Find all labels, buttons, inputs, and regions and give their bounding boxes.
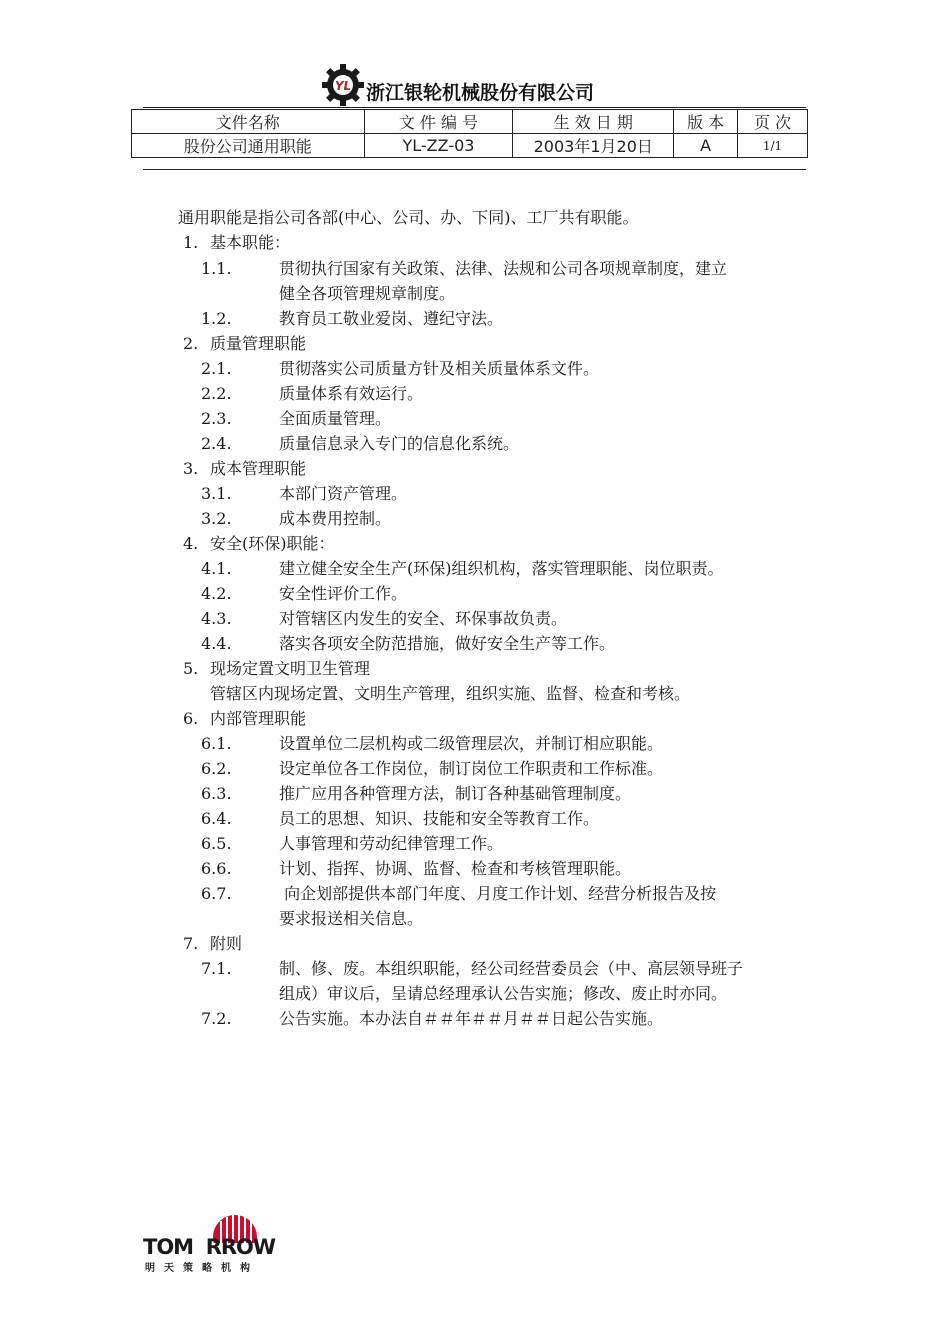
item-number: 6.4.: [201, 809, 232, 828]
item-text: 员工的思想、知识、技能和安全等教育工作。: [279, 809, 600, 828]
item-number: 6.5.: [201, 834, 232, 853]
item-text: 质量体系有效运行。: [279, 384, 424, 403]
section-title: 成本管理职能: [210, 459, 307, 478]
item-number: 6.7.: [201, 884, 232, 903]
item-number: 2.2.: [201, 384, 232, 403]
meta-header-row: [132, 110, 808, 134]
meta-header-cell: 版 本: [674, 110, 738, 134]
item-text: 落实各项安全防范措施，做好安全生产等工作。: [279, 634, 616, 653]
item-text: 人事管理和劳动纪律管理工作。: [279, 834, 504, 853]
item-text: 建立健全安全生产(环保)组织机构，落实管理职能、岗位职责。: [279, 559, 724, 578]
meta-value-cell: A: [674, 134, 738, 158]
meta-value-cell: YL-ZZ-03: [364, 134, 513, 158]
item-number: 7.1.: [201, 959, 232, 978]
item-number: 3.1.: [201, 484, 232, 503]
item-text: 推广应用各种管理方法，制订各种基础管理制度。: [279, 784, 632, 803]
footer-brand: TOM RROW: [143, 1235, 276, 1259]
section-number: 5.: [183, 659, 199, 678]
meta-value-row: [132, 134, 808, 158]
item-number: 1.2.: [201, 309, 232, 328]
item-text: 管辖区内现场定置、文明生产管理，组织实施、监督、检查和考核。: [210, 684, 691, 703]
item-text: 要求报送相关信息。: [279, 909, 424, 928]
meta-header-cell: 页 次: [738, 110, 808, 134]
item-number: 4.4.: [201, 634, 232, 653]
item-text: 安全性评价工作。: [279, 584, 408, 603]
item-text: 对管辖区内发生的安全、环保事故负责。: [279, 609, 568, 628]
item-number: 2.1.: [201, 359, 232, 378]
header-bottom-rule: [143, 169, 806, 170]
item-text: 公告实施。本办法自＃＃年＃＃月＃＃日起公告实施。: [279, 1009, 664, 1028]
section-title: 基本职能：: [210, 233, 291, 252]
item-number: 4.3.: [201, 609, 232, 628]
item-number: 7.2.: [201, 1009, 232, 1028]
meta-header-cell: 文件名称: [132, 110, 365, 134]
item-text: 本部门资产管理。: [279, 484, 408, 503]
item-text: 制、修、废。本组织职能，经公司经营委员会（中、高层领导班子: [279, 959, 744, 978]
item-text: 教育员工敬业爱岗、遵纪守法。: [279, 309, 504, 328]
item-number: 4.2.: [201, 584, 232, 603]
item-text: 设定单位各工作岗位，制订岗位工作职责和工作标准。: [279, 759, 664, 778]
section-number: 1.: [183, 233, 199, 252]
item-text: 质量信息录入专门的信息化系统。: [279, 434, 520, 453]
item-text: 设置单位二层机构或二级管理层次，并制订相应职能。: [279, 734, 664, 753]
footer-subtitle: 明天策略机构: [145, 1263, 259, 1274]
header-top-rule: [143, 107, 806, 108]
item-text: 组成）审议后，呈请总经理承认公告实施；修改、废止时亦同。: [279, 984, 728, 1003]
section-number: 4.: [183, 534, 199, 553]
item-number: 6.3.: [201, 784, 232, 803]
footer-logo: [143, 1213, 303, 1273]
section-number: 2.: [183, 334, 199, 353]
item-number: 4.1.: [201, 559, 232, 578]
meta-header-cell: 文 件 编 号: [364, 110, 513, 134]
document-meta-table: [131, 109, 808, 158]
item-text: 健全各项管理规章制度。: [279, 284, 456, 303]
item-number: 1.1.: [201, 259, 232, 278]
item-number: 3.2.: [201, 509, 232, 528]
company-header: [322, 62, 594, 108]
section-number: 6.: [183, 709, 199, 728]
meta-header-cell: 生 效 日 期: [513, 110, 674, 134]
company-gear-logo: [322, 64, 364, 106]
meta-value-cell: 股份公司通用职能: [132, 134, 365, 158]
item-text: 贯彻执行国家有关政策、法律、法规和公司各项规章制度，建立: [279, 259, 728, 278]
section-title: 现场定置文明卫生管理: [210, 659, 371, 678]
company-name: 浙江银轮机械股份有限公司: [366, 81, 595, 104]
section-title: 附则: [210, 934, 243, 953]
intro-text: 通用职能是指公司各部(中心、公司、办、下同)、工厂共有职能。: [178, 208, 639, 227]
section-title: 质量管理职能: [210, 334, 307, 353]
company-logo-letters: YL: [334, 79, 352, 93]
item-text: 计划、指挥、协调、监督、检查和考核管理职能。: [279, 859, 632, 878]
item-text: 成本费用控制。: [279, 509, 392, 528]
item-number: 2.4.: [201, 434, 232, 453]
section-title: 内部管理职能: [210, 709, 307, 728]
meta-value-cell: 1/1: [738, 134, 808, 158]
section-title: 安全(环保)职能：: [210, 534, 335, 553]
section-number: 3.: [183, 459, 199, 478]
meta-value-cell: 2003年1月20日: [513, 134, 674, 158]
item-number: 6.1.: [201, 734, 232, 753]
item-number: 6.2.: [201, 759, 232, 778]
item-text: 贯彻落实公司质量方针及相关质量体系文件。: [279, 359, 600, 378]
item-text: 向企划部提供本部门年度、月度工作计划、经营分析报告及按: [279, 884, 717, 903]
item-number: 6.6.: [201, 859, 232, 878]
section-number: 7.: [183, 934, 199, 953]
item-text: 全面质量管理。: [279, 409, 392, 428]
item-number: 2.3.: [201, 409, 232, 428]
